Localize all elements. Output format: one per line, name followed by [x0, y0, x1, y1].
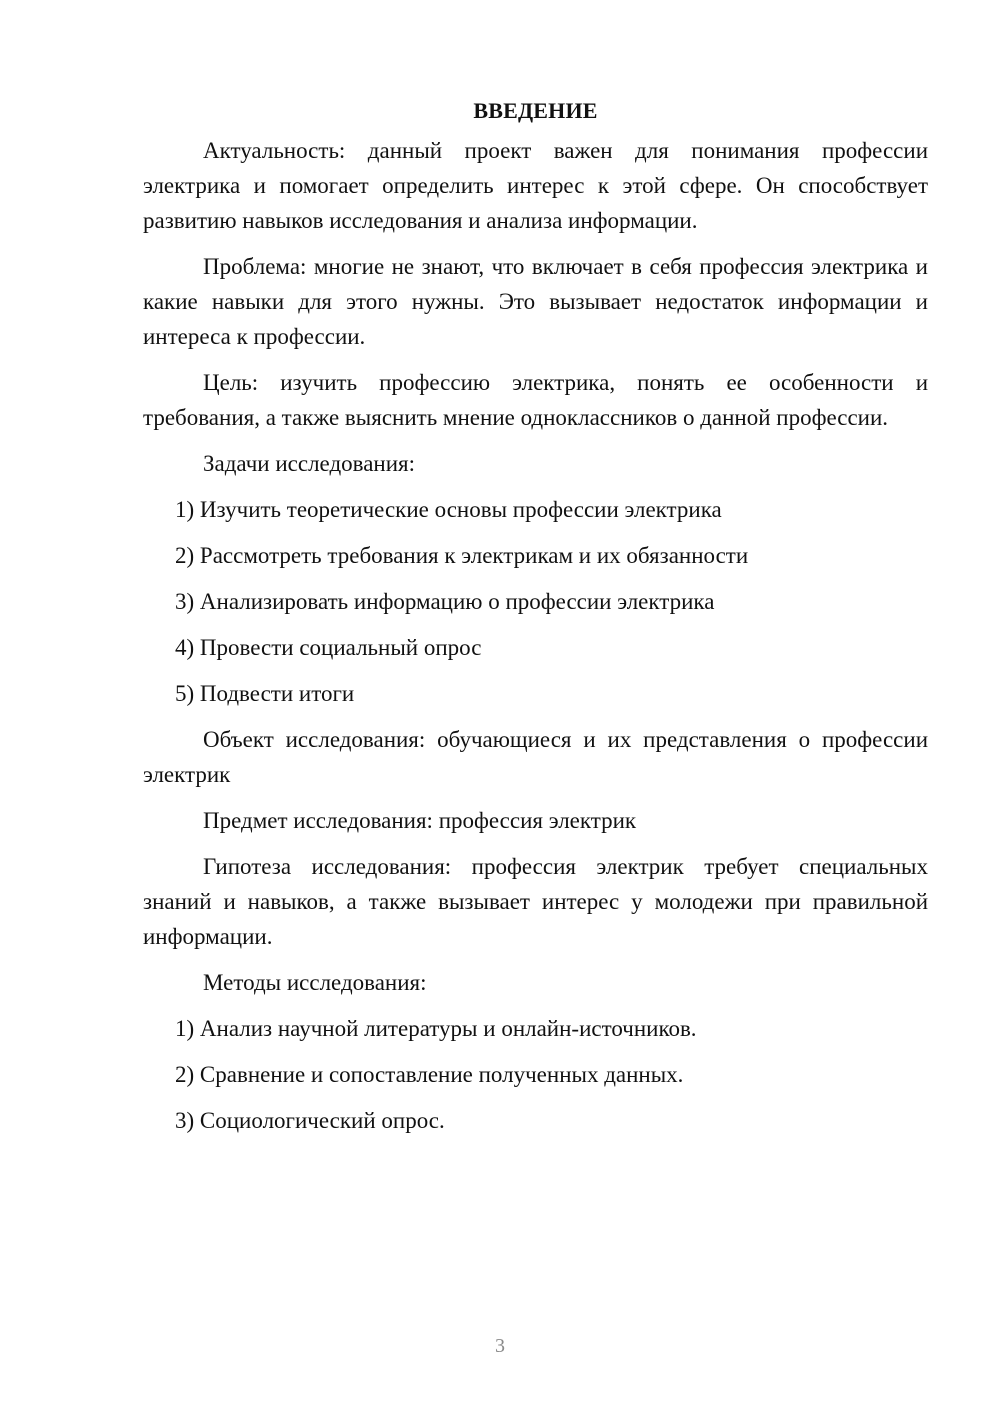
methods-heading: Методы исследования:: [203, 970, 427, 995]
page-content: [143, 95, 928, 1149]
list-item: 2) Сравнение и сопоставление полученных данных.: [175, 1062, 684, 1087]
page-number: 3: [495, 1335, 505, 1357]
section-title: ВВЕДЕНИЕ: [473, 98, 598, 123]
subject-paragraph: Предмет исследования: профессия электрик: [203, 808, 637, 833]
problem-paragraph: Проблема: многие не знают, что включает в себя профессия электрика и какие навыки для этого нужны. Это вызывает недостаток информации и интереса к профессии.: [143, 254, 928, 349]
hypothesis-paragraph: Гипотеза исследования: профессия электрик требует специальных знаний и навыков, а также вызывает интерес у молодежи при правильной информации.: [143, 854, 928, 949]
tasks-list: [143, 492, 928, 711]
tasks-heading: Задачи исследования:: [203, 451, 416, 476]
list-item: 3) Анализировать информацию о профессии электрика: [175, 589, 715, 614]
list-item: 2) Рассмотреть требования к электрикам и их обязанности: [175, 543, 749, 568]
list-item: 3) Социологический опрос.: [175, 1108, 445, 1133]
relevance-paragraph: Актуальность: данный проект важен для понимания профессии электрика и помогает определить интерес к этой сфере. Он способствует развитию навыков исследования и анализа информации.: [143, 138, 928, 233]
methods-list: [143, 1011, 928, 1138]
goal-paragraph: Цель: изучить профессию электрика, понять ее особенности и требования, а также выяснить мнение одноклассников о данной профессии.: [143, 370, 928, 430]
list-item: 4) Провести социальный опрос: [175, 635, 482, 660]
object-paragraph: Объект исследования: обучающиеся и их представления о профессии электрик: [143, 727, 928, 787]
list-item: 5) Подвести итоги: [175, 681, 355, 706]
list-item: 1) Изучить теоретические основы профессии электрика: [175, 497, 722, 522]
list-item: 1) Анализ научной литературы и онлайн-источников.: [175, 1016, 697, 1041]
